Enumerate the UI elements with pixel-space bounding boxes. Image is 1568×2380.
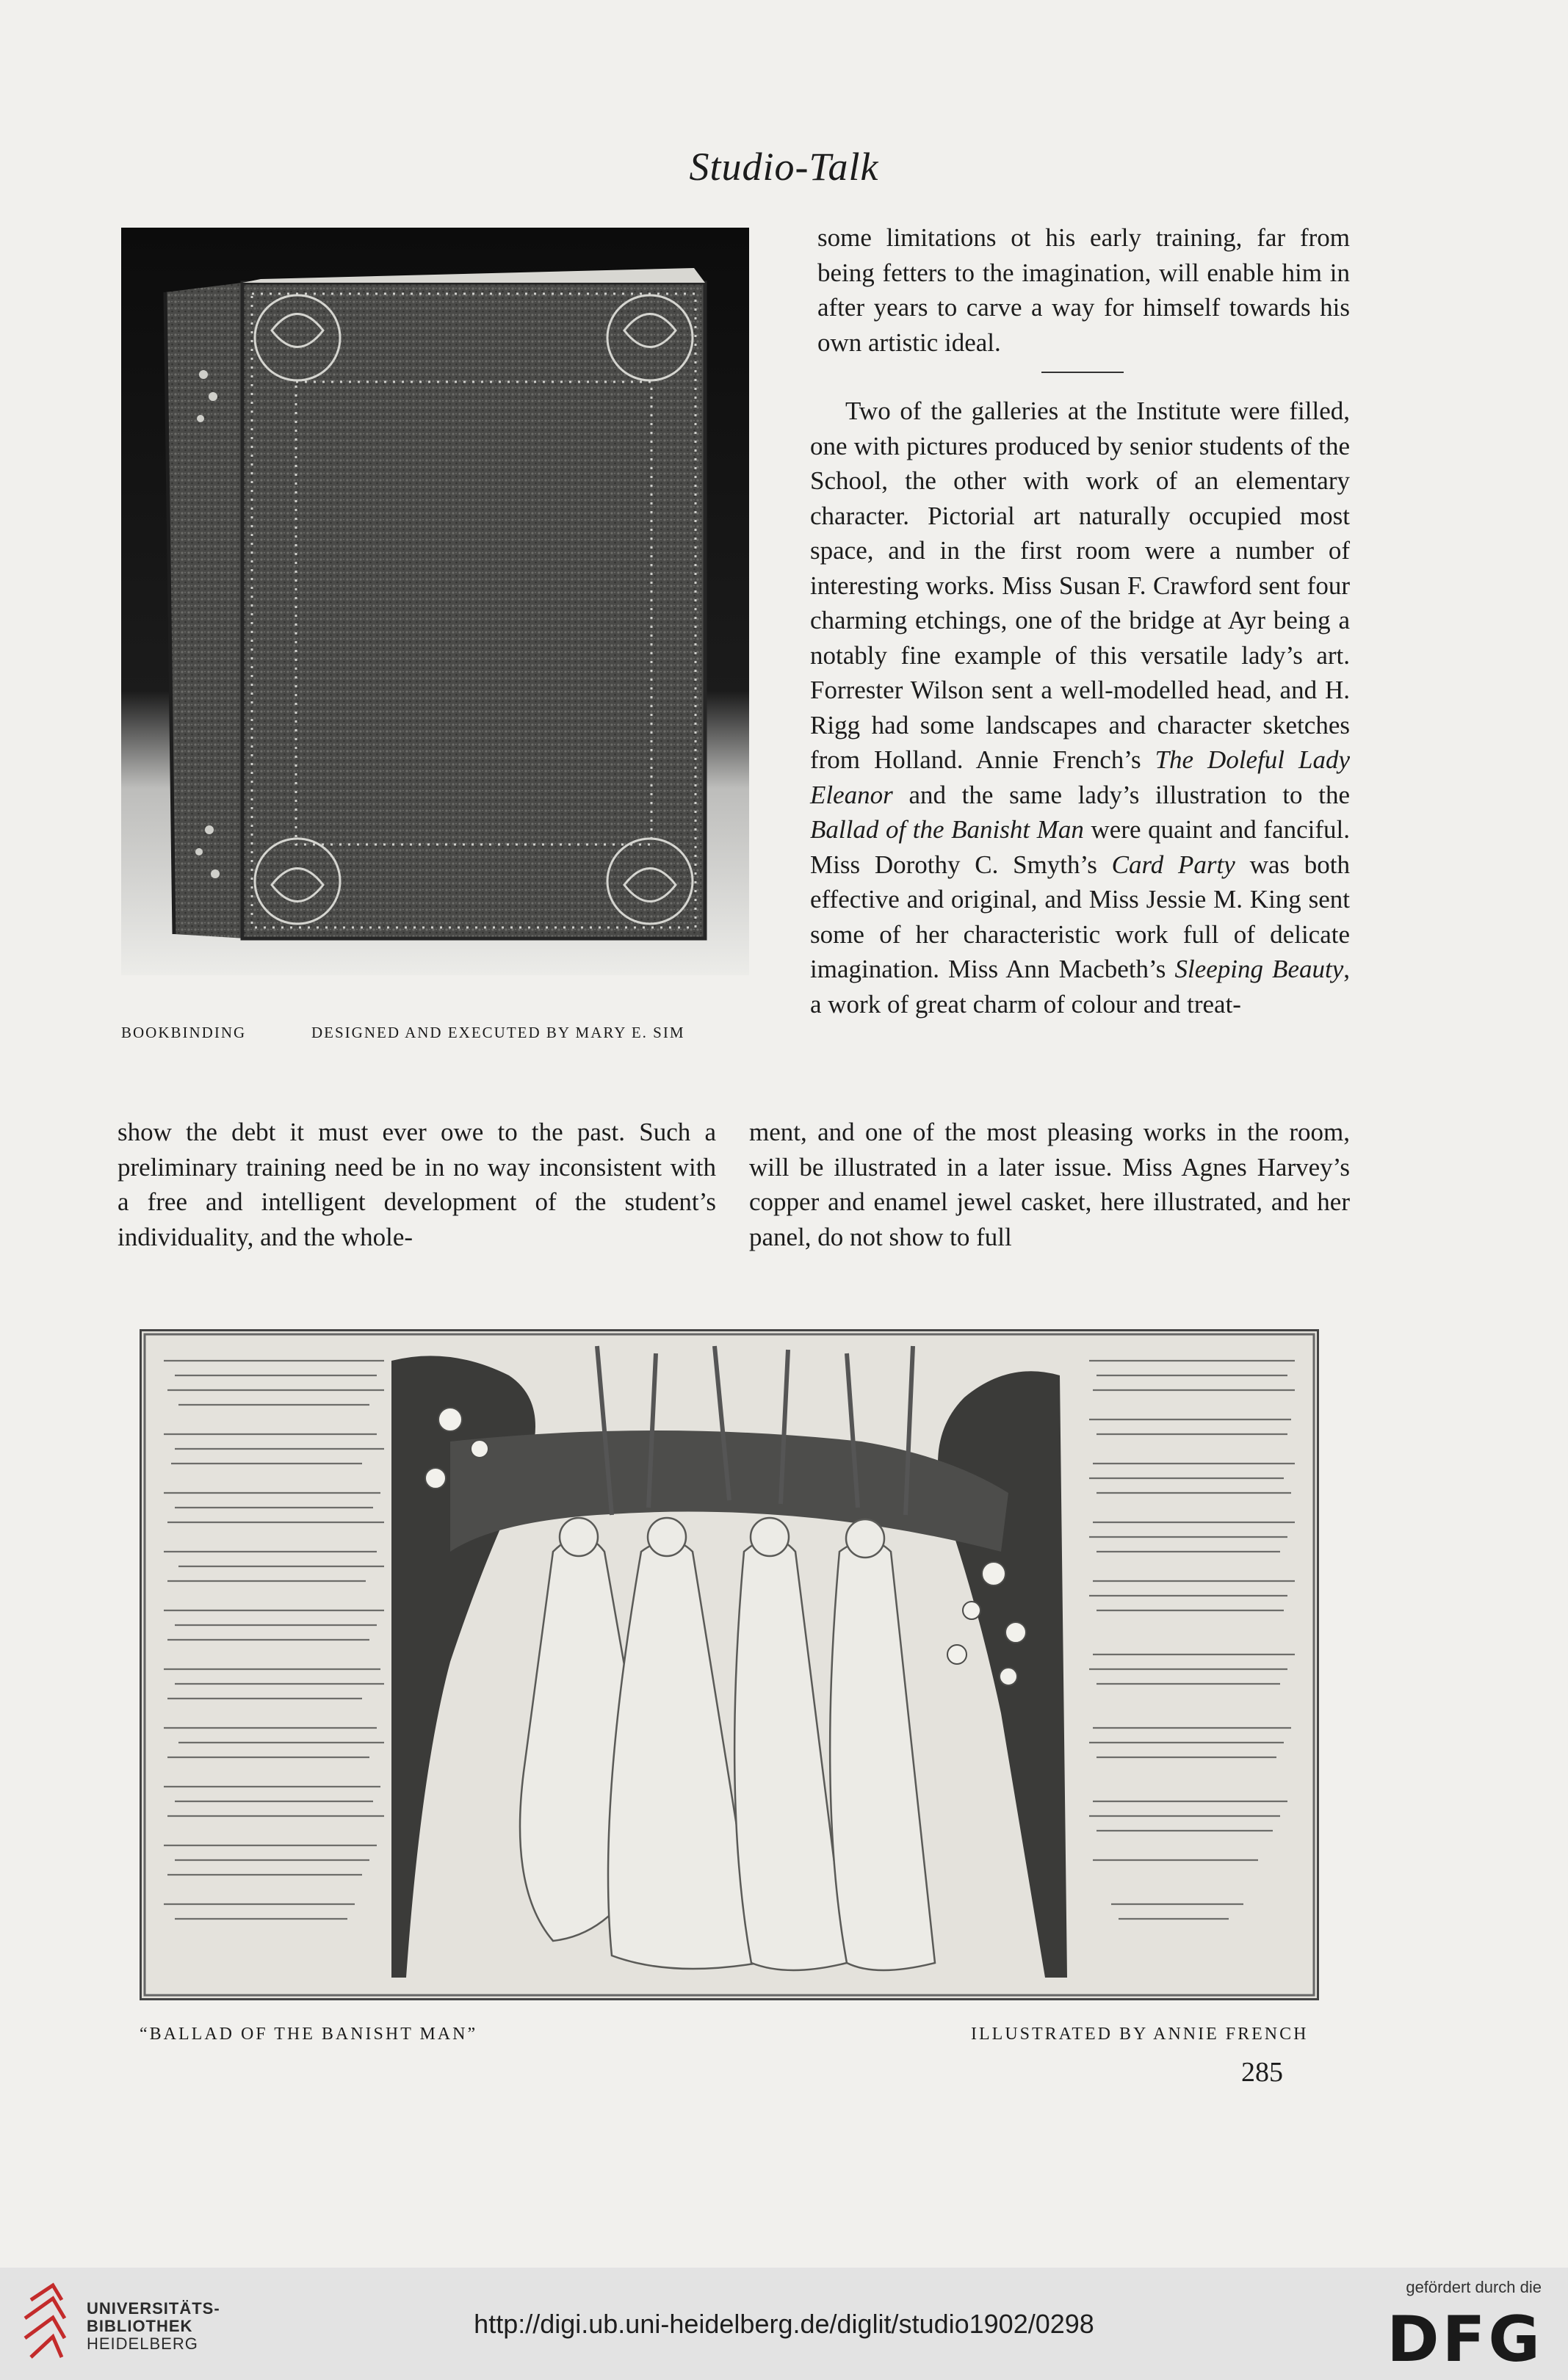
paragraph-left-bottom: show the debt it must ever owe to the past. Such a preliminary training need be in no way inconsistent with a free and intelligent development of the student’s individuality, and the whole- xyxy=(118,1118,716,1251)
footer-bar xyxy=(0,2268,1568,2380)
running-header: Studio-Talk xyxy=(689,145,879,189)
paragraph-galleries: Two of the galleries at the Institute were filled, one with pictures produced by senior students of the School, the other with work of an elementary character. Pictorial art naturally occupied most space, and in the first room were a number of interesting works. Miss Susan F. Crawford sent four charming etchings, one of the bridge at Ayr being a notably fine example of this versatile lady’s art. Forrester Wilson sent a well-modelled head, and H. Rigg had some landscapes and character sketches from Holland. Annie French’s The Doleful Lady Eleanor and the same lady’s illustration to the Ballad of the Banisht Man were quaint and fanciful. Miss Dorothy C. Smyth’s Card Party was both effective and original, and Miss Jessie M. King sent some of her characteristic work full of delicate imagination. Miss Ann Macbeth’s Sleeping Beauty, a work of great charm of colour and treat- xyxy=(810,397,1351,1019)
title-doleful-lady-eleanor: The Doleful Lady Eleanor xyxy=(810,745,1351,809)
paragraph-intro: some limitations ot his early training, far from being fetters to the imagination, will enable him in after years to carve a way for himself towards his own artistic ideal. xyxy=(817,223,1350,357)
right-column-bottom xyxy=(749,1115,1350,1254)
section-divider xyxy=(1041,372,1124,373)
right-column-top xyxy=(817,220,1350,360)
dfg-logo: DFG xyxy=(1387,2303,1543,2376)
paragraph-right-bottom: ment, and one of the most pleasing works in the room, will be illustrated in a later issue. Miss Agnes Harvey’s copper and enamel jewel casket, here illustrated, and her panel, do not show to full xyxy=(749,1118,1350,1251)
photo-caption-left: BOOKBINDING xyxy=(121,1024,247,1041)
illustration-caption-left: “BALLAD OF THE BANISHT MAN” xyxy=(140,2025,478,2044)
title-ballad-banisht-man: Ballad of the Banisht Man xyxy=(810,815,1084,844)
institution-line-3: HEIDELBERG xyxy=(87,2334,198,2353)
ballad-illustration xyxy=(140,1329,1319,2000)
left-column-bottom xyxy=(118,1115,716,1254)
title-sleeping-beauty: Sleeping Beauty xyxy=(1174,955,1344,983)
title-card-party: Card Party xyxy=(1111,850,1235,879)
funded-by-label: gefördert durch die xyxy=(1406,2278,1542,2296)
bookbinding-photo xyxy=(121,228,749,975)
institution-line-2: BIBLIOTHEK xyxy=(87,2317,193,2335)
document-url-link[interactable]: http://digi.ub.uni-heidelberg.de/diglit/studio1902/0298 xyxy=(474,2309,1094,2339)
photo-caption-right: DESIGNED AND EXECUTED BY MARY E. SIM xyxy=(311,1024,685,1041)
institution-line-1: UNIVERSITÄTS- xyxy=(87,2299,220,2318)
page-number: 285 xyxy=(1241,2057,1283,2088)
right-column-body xyxy=(810,394,1350,1021)
illustration-caption-right: ILLUSTRATED BY ANNIE FRENCH xyxy=(971,2025,1309,2044)
